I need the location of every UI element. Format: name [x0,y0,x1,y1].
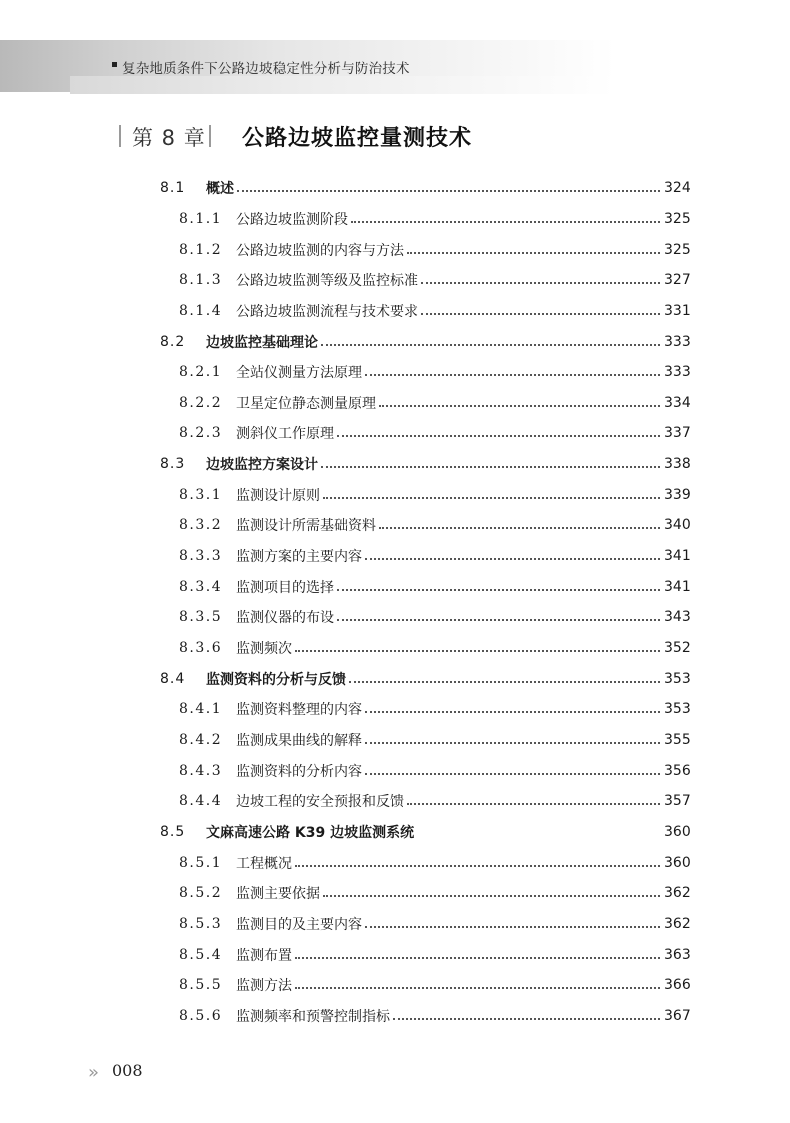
dot-leader [337,589,660,591]
toc-entry-page: 352 [664,640,691,657]
toc-entry-page: 339 [664,486,691,503]
toc-entry-page: 343 [664,609,691,626]
toc-entry-row[interactable] [0,602,690,633]
toc-entry-number: 8.2.2 [179,394,223,411]
toc-entry-row[interactable] [0,234,690,265]
dot-leader [365,742,660,744]
toc-entry-title: 边坡工程的安全预报和反馈 [236,794,404,811]
toc-entry-number: 8.5.6 [179,1007,223,1024]
toc-entry-title: 监测布置 [236,947,292,964]
chapter-bar-right [209,125,211,147]
toc-entry-number: 8.5.5 [179,977,223,994]
toc-entry-row[interactable] [0,786,690,817]
toc-section-row[interactable] [0,173,690,204]
chapter-bar-left [119,125,121,147]
toc-entry-number: 8.3 [160,456,186,473]
toc-entry-page: 337 [664,425,691,442]
toc-entry-page: 367 [664,1007,691,1024]
toc-entry-title: 公路边坡监测流程与技术要求 [236,303,418,320]
toc-entry-number: 8.1.1 [179,210,223,227]
dot-leader [295,650,660,652]
toc-entry-row[interactable] [0,510,690,541]
toc-entry-page: 356 [664,762,691,779]
toc-entry-title: 监测频率和预警控制指标 [236,1008,390,1025]
toc-entry-title: 边坡监控方案设计 [206,457,318,474]
toc-entry-number: 8.4.1 [179,701,223,718]
toc-section-row[interactable] [0,817,690,848]
dot-leader [351,221,660,223]
dot-leader [321,344,660,346]
dot-leader [393,1018,660,1020]
toc-entry-page: 355 [664,731,691,748]
toc-entry-title: 全站仪测量方法原理 [236,365,362,382]
toc-entry-page: 324 [664,180,691,197]
toc-entry-title: 监测成果曲线的解释 [236,732,362,749]
toc-entry-page: 353 [664,670,691,687]
toc-entry-number: 8.1.3 [179,272,223,289]
chapter-label: 第 8 章 [132,126,206,150]
toc-section-row[interactable] [0,326,690,357]
toc-entry-row[interactable] [0,970,690,1001]
toc-entry-title: 监测目的及主要内容 [236,916,362,933]
toc-entry-row[interactable] [0,909,690,940]
toc-entry-number: 8.2.3 [179,425,223,442]
page-number: 008 [112,1061,143,1080]
dot-leader [365,374,660,376]
chapter-title: 公路边坡监控量测技术 [242,126,473,151]
toc-entry-row[interactable] [0,1001,690,1032]
toc-entry-number: 8.2 [160,333,186,350]
toc-entry-title: 公路边坡监测等级及监控标准 [236,273,418,290]
dot-leader [295,865,660,867]
toc-entry-number: 8.5 [160,823,186,840]
toc-entry-title: 监测仪器的布设 [236,610,334,627]
dot-leader [365,558,660,560]
toc-entry-title: 公路边坡监测阶段 [236,211,348,228]
dot-leader [349,681,660,683]
toc-entry-number: 8.3.5 [179,609,223,626]
header-band-lower [70,76,615,94]
running-header-title: 复杂地质条件下公路边坡稳定性分析与防治技术 [122,61,410,77]
toc-entry-page: 341 [664,548,691,565]
toc-entry-page: 360 [664,823,691,840]
dot-leader [365,926,660,928]
dot-leader [365,773,660,775]
dot-leader [337,619,660,621]
dot-leader [321,466,660,468]
toc-entry-title: 监测方法 [236,978,292,995]
toc-entry-title: 工程概况 [236,855,292,872]
toc-entry-number: 8.4.3 [179,762,223,779]
toc-entry-row[interactable] [0,418,690,449]
toc-entry-number: 8.3.3 [179,548,223,565]
toc-entry-title: 边坡监控基础理论 [206,334,318,351]
toc-entry-row[interactable] [0,694,690,725]
dot-leader [421,282,660,284]
toc-entry-title: 监测方案的主要内容 [236,549,362,566]
toc-entry-row[interactable] [0,265,690,296]
dot-leader [323,497,660,499]
dot-leader [379,527,660,529]
toc-entry-page: 353 [664,701,691,718]
header-bullet-icon [112,62,117,67]
toc-entry-title: 监测资料的分析与反馈 [206,671,346,688]
dot-leader [407,803,660,805]
toc-entry-title: 文麻高速公路 K39 边坡监测系统 [206,824,415,841]
toc-entry-number: 8.5.4 [179,946,223,963]
toc-entry-row[interactable] [0,633,690,664]
toc-entry-page: 325 [664,210,691,227]
dot-leader [237,190,660,192]
toc-entry-page: 341 [664,578,691,595]
page-arrow-icon: » [88,1062,97,1083]
toc-entry-page: 333 [664,333,691,350]
toc-entry-row[interactable] [0,204,690,235]
dot-leader [421,313,660,315]
toc-entry-page: 334 [664,394,691,411]
toc-entry-page: 366 [664,977,691,994]
dot-leader [407,252,660,254]
toc-entry-page: 363 [664,946,691,963]
dot-leader [365,711,660,713]
toc-entry-title: 监测项目的选择 [236,579,334,596]
toc-entry-number: 8.1.4 [179,302,223,319]
toc-entry-number: 8.3.4 [179,578,223,595]
toc-entry-title: 测斜仪工作原理 [236,426,334,443]
toc-entry-number: 8.5.1 [179,854,223,871]
toc-entry-number: 8.3.6 [179,640,223,657]
toc-entry-row[interactable] [0,571,690,602]
toc-entry-title: 公路边坡监测的内容与方法 [236,242,404,259]
dot-leader [337,435,660,437]
toc-entry-number: 8.4.4 [179,793,223,810]
toc-entry-page: 325 [664,241,691,258]
toc-section-row[interactable] [0,663,690,694]
toc-entry-row[interactable] [0,480,690,511]
toc-entry-title: 卫星定位静态测量原理 [236,395,376,412]
toc-entry-title: 概述 [206,181,234,198]
dot-leader [295,957,660,959]
dot-leader [295,987,660,989]
toc-section-row[interactable] [0,449,690,480]
dot-leader [323,895,660,897]
toc-entry-page: 331 [664,302,691,319]
toc-entry-row[interactable] [0,541,690,572]
toc-entry-row[interactable] [0,755,690,786]
toc-entry-number: 8.4 [160,670,186,687]
toc-entry-number: 8.1 [160,180,186,197]
toc-entry-row[interactable] [0,878,690,909]
toc-entry-number: 8.3.2 [179,517,223,534]
toc-entry-number: 8.3.1 [179,486,223,503]
toc-entry-row[interactable] [0,357,690,388]
toc-entry-number: 8.4.2 [179,731,223,748]
dot-leader [379,405,660,407]
toc-entry-row[interactable] [0,725,690,756]
toc-entry-page: 362 [664,885,691,902]
toc-entry-title: 监测主要依据 [236,886,320,903]
toc-entry-title: 监测资料整理的内容 [236,702,362,719]
toc-entry-title: 监测设计原则 [236,487,320,504]
toc-entry-number: 8.5.3 [179,915,223,932]
toc-entry-title: 监测频次 [236,641,292,658]
toc-entry-number: 8.2.1 [179,364,223,381]
toc-entry-row[interactable] [0,939,690,970]
toc-entry-page: 340 [664,517,691,534]
toc-entry-page: 360 [664,854,691,871]
toc-entry-row[interactable] [0,847,690,878]
toc-entry-page: 333 [664,364,691,381]
toc-entry-page: 357 [664,793,691,810]
toc-entry-page: 327 [664,272,691,289]
toc-entry-page: 338 [664,456,691,473]
toc-entry-title: 监测资料的分析内容 [236,763,362,780]
toc-entry-row[interactable] [0,296,690,327]
toc-entry-number: 8.1.2 [179,241,223,258]
toc-entry-number: 8.5.2 [179,885,223,902]
toc-entry-page: 362 [664,915,691,932]
toc-entry-row[interactable] [0,388,690,419]
toc-entry-title: 监测设计所需基础资料 [236,518,376,535]
